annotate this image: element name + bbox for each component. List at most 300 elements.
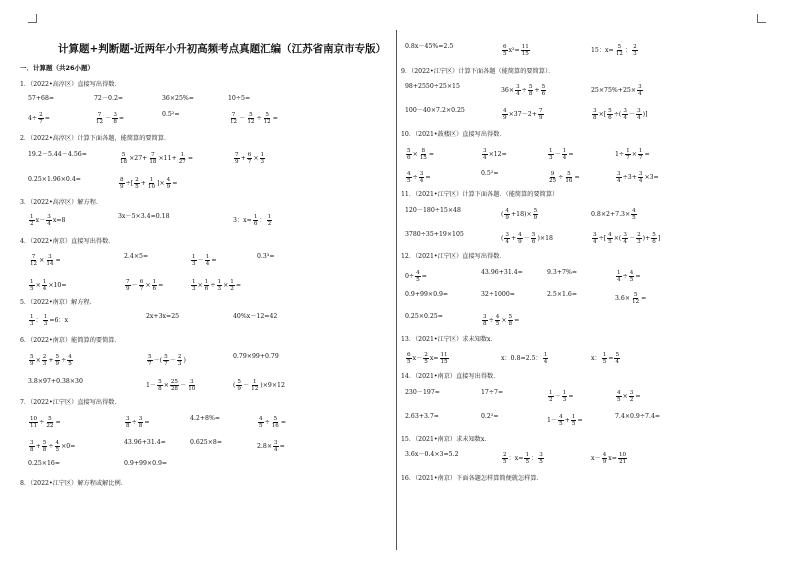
expr-part: =: [568, 151, 574, 159]
denominator: 9: [533, 215, 538, 222]
denominator: 7: [626, 155, 630, 162]
denominator: 3: [217, 286, 222, 293]
denominator: 9: [503, 115, 507, 122]
fraction: [638, 148, 644, 161]
denominator: 8: [483, 321, 487, 328]
fraction: [406, 148, 412, 161]
denominator: 3: [633, 51, 637, 58]
denominator: 4: [516, 91, 520, 98]
expr-part: ×: [501, 317, 507, 325]
denominator: 3: [192, 286, 196, 293]
expr: 98+2550÷25×15: [405, 83, 460, 90]
expr-part: ×: [35, 357, 41, 365]
denominator: 4: [593, 239, 597, 246]
fraction: [521, 44, 530, 57]
fraction: [234, 152, 240, 165]
numerator: 1: [549, 148, 553, 154]
denominator: 12: [263, 119, 271, 126]
denominator: 4: [637, 115, 641, 122]
expr-part: +: [140, 180, 146, 188]
numerator: 5: [541, 84, 546, 90]
numerator: 8: [421, 148, 426, 154]
expr-part: ÷: [131, 419, 137, 427]
denominator: 7: [638, 155, 643, 162]
expr-part: =: [44, 115, 50, 123]
numerator: 4: [559, 414, 563, 420]
denominator: 18: [149, 159, 157, 166]
expr-part: 36×: [501, 87, 515, 95]
expr-part: ×: [253, 155, 259, 163]
question-8-label: 8．（2022•江宁区）解方程或解比例．: [20, 480, 127, 487]
expr-part: =: [279, 443, 285, 451]
expr: [146, 379, 197, 392]
expr: 2.5×1.6=: [547, 291, 578, 298]
fraction: [147, 177, 156, 190]
expr-part: =: [144, 419, 150, 427]
fraction: [651, 232, 657, 245]
expr: 2.4×5=: [124, 253, 149, 260]
numerator: 5: [164, 354, 168, 360]
numerator: 3: [505, 232, 509, 238]
expr: [28, 112, 50, 125]
denominator: 6: [541, 91, 546, 98]
fraction: [263, 112, 272, 125]
fraction: [29, 254, 38, 267]
denominator: 5: [571, 421, 576, 428]
fraction: [607, 232, 613, 245]
fraction: [502, 108, 508, 121]
denominator: 22: [46, 423, 54, 430]
expr-part: =: [641, 295, 647, 303]
denominator: 3: [30, 321, 34, 328]
fraction: [163, 354, 169, 367]
numerator: 7: [231, 112, 236, 118]
expr-part: ÷: [622, 273, 628, 281]
fraction: [139, 279, 145, 292]
expr-part: )+: [642, 235, 651, 243]
fraction: [515, 84, 521, 97]
denominator: 4: [617, 178, 621, 185]
denominator: 2: [629, 397, 634, 404]
denominator: 16: [271, 423, 279, 430]
fraction: [95, 112, 104, 125]
numerator: 3: [48, 254, 52, 260]
expr-part: ÷: [210, 282, 216, 290]
numerator: 5: [531, 232, 536, 238]
expr-part: x²=: [508, 47, 520, 55]
numerator: 3: [483, 148, 487, 154]
expr: [547, 414, 583, 427]
expr-part: ×: [223, 282, 229, 290]
numerator: 3: [623, 232, 627, 238]
expr: [501, 352, 549, 365]
expr-part: －: [180, 382, 187, 390]
fraction: [406, 171, 412, 184]
denominator: 9: [55, 361, 60, 368]
expr-part: ÷: [521, 87, 527, 95]
numerator: 2: [633, 44, 637, 50]
denominator: 3: [192, 261, 196, 268]
fraction: [29, 279, 35, 292]
numerator: 1: [549, 390, 553, 396]
numerator: 2: [39, 112, 43, 118]
expr-part: =: [172, 180, 178, 188]
numerator: 10: [30, 416, 38, 422]
expr: 100－40×7.2×0.25: [405, 107, 465, 114]
numerator: 4: [617, 390, 621, 396]
expr: [405, 270, 427, 283]
numerator: 6: [247, 152, 252, 158]
fraction: [632, 44, 638, 57]
expr: 0.2²=: [481, 413, 499, 420]
expr-part: ×11+: [158, 155, 177, 163]
section-heading: 一．计算题（共26小题）: [20, 64, 95, 72]
fraction: [46, 214, 52, 227]
denominator: 5: [617, 397, 621, 404]
numerator: 3: [516, 84, 520, 90]
expr: 0.5²=: [481, 170, 499, 177]
numerator: 1: [626, 148, 630, 154]
denominator: 3: [562, 397, 567, 404]
fraction: [419, 148, 428, 161]
numerator: 5: [652, 232, 656, 238]
numerator: 1: [252, 379, 257, 385]
expr: $\frac{1}{2}$ x－ $\frac{3}{4}$ x=8: [30, 214, 66, 228]
denominator: 8: [508, 321, 513, 328]
denominator: 25: [549, 178, 557, 185]
denominator: 7: [164, 361, 168, 368]
expr-part: ×: [163, 382, 169, 390]
expr-part: =: [272, 115, 278, 123]
expr-part: 25×75%+25×: [591, 87, 637, 95]
numerator: 3: [623, 108, 627, 114]
numerator: 1: [149, 177, 154, 183]
fraction: [607, 108, 613, 121]
expr: [228, 112, 278, 125]
question-3-label: 3．（2022•高淳区）解方程．: [20, 199, 103, 206]
expr-part: )]: [642, 111, 648, 119]
fraction: [531, 232, 537, 245]
denominator: 18: [120, 159, 128, 166]
denominator: 4: [274, 447, 278, 454]
fraction: [636, 108, 642, 121]
denominator: 8: [113, 119, 117, 126]
denominator: 4: [638, 91, 642, 98]
denominator: 8: [30, 447, 34, 454]
fraction: [524, 452, 530, 465]
fraction: [548, 171, 557, 184]
fraction: [629, 270, 635, 283]
expr-part: ÷: [61, 357, 67, 365]
expr: 3.8×97+0.38×30: [28, 378, 83, 385]
expr: 120－180÷15×48: [405, 207, 461, 214]
numerator: 9: [550, 171, 555, 177]
expr-part: +: [240, 155, 246, 163]
expr-part: ÷: [256, 115, 262, 123]
fraction: [508, 314, 514, 327]
numerator: 2: [424, 352, 428, 358]
numerator: 3: [274, 440, 278, 446]
fraction: [631, 208, 637, 221]
fraction: [250, 379, 259, 392]
numerator: 1: [571, 414, 576, 420]
expr-part: ÷[: [125, 180, 134, 188]
expr: 19.2－5.44－4.56=: [28, 151, 87, 158]
expr: [501, 108, 545, 121]
numerator: 3: [30, 440, 34, 446]
expr: [28, 279, 67, 292]
expr: [591, 44, 639, 57]
fraction: [187, 379, 196, 392]
expr: 43.96+31.4=: [124, 439, 166, 446]
fraction: [622, 232, 628, 245]
denominator: 8: [528, 91, 533, 98]
fraction: [253, 214, 259, 227]
numerator: 5: [55, 354, 60, 360]
expr-part: ×(: [613, 235, 622, 243]
expr-part: +: [35, 443, 41, 451]
numerator: 11: [521, 44, 529, 50]
expr-part: ×: [39, 257, 45, 265]
fraction: [406, 352, 412, 365]
expr: [190, 279, 241, 292]
fraction: [548, 390, 554, 403]
expr-part: －: [239, 115, 246, 123]
numerator: 1: [42, 279, 47, 285]
expr: [615, 148, 650, 161]
expr-part: 3.6×: [615, 295, 631, 303]
fraction: [558, 414, 564, 427]
fraction: [29, 314, 35, 327]
fraction: [615, 44, 624, 57]
fraction: [119, 177, 125, 190]
numerator: 5: [407, 148, 411, 154]
expr-part: =: [425, 174, 431, 182]
fraction: [543, 352, 549, 365]
expr-part: =6：x: [49, 317, 69, 325]
fraction: [45, 416, 54, 429]
fraction: [618, 452, 627, 465]
question-12-label: 12．（2021•江宁区）直接写出得数．: [401, 253, 506, 260]
numerator: 3: [138, 416, 143, 422]
fraction: [502, 44, 508, 57]
right-column: [397, 0, 794, 561]
expr-part: =: [635, 273, 641, 281]
expr-part: =: [421, 273, 427, 281]
expr-part: x=: [608, 455, 617, 463]
denominator: 4: [562, 155, 567, 162]
expr-part: ×: [35, 282, 41, 290]
denominator: 6: [531, 239, 536, 246]
expr: 32÷1000=: [481, 291, 515, 298]
fraction: [637, 84, 643, 97]
numerator: 5: [615, 352, 619, 358]
fraction: [602, 352, 608, 365]
fraction: [636, 232, 642, 245]
expr-part: 1－: [547, 417, 558, 425]
denominator: 8: [126, 423, 130, 430]
numerator: 5: [608, 108, 612, 114]
denominator: 5: [416, 277, 420, 284]
fraction: [191, 254, 197, 267]
numerator: 1: [260, 152, 265, 158]
page-title: 计算题+判断题-近两年小升初高频考点真题汇编（江苏省南京市专版）: [58, 43, 387, 55]
expr-part: ÷3+: [622, 174, 637, 182]
denominator: 4: [205, 261, 210, 268]
expr: [615, 171, 659, 184]
fraction: [504, 232, 510, 245]
denominator: 3: [549, 155, 553, 162]
numerator: 6: [503, 44, 507, 50]
numerator: 4: [416, 270, 420, 276]
denominator: 8: [593, 115, 597, 122]
numerator: 25: [170, 379, 178, 385]
fraction: [502, 452, 508, 465]
fraction: [148, 152, 157, 165]
numerator: 5: [265, 112, 269, 118]
fraction: [592, 232, 598, 245]
numerator: 1: [30, 279, 34, 285]
denominator: 7: [139, 286, 144, 293]
denominator: 11: [30, 423, 38, 430]
numerator: 7: [235, 152, 239, 158]
numerator: 7: [538, 108, 543, 114]
expr-part: ÷: [488, 317, 494, 325]
expr: 230－197=: [405, 389, 440, 396]
fraction: [38, 112, 44, 125]
fraction: [247, 152, 253, 165]
expr-part: －: [554, 393, 561, 401]
question-7-label: 7．（2022•江宁区）直接写出得数．: [20, 399, 121, 406]
fraction: [147, 354, 153, 367]
fraction: [204, 279, 210, 292]
expr-part: ×12=: [488, 151, 507, 159]
question-5-label: 5．（2022•南京）解方程．: [20, 299, 96, 306]
expr-part: －: [554, 151, 561, 159]
expr: [547, 390, 574, 403]
denominator: 27: [178, 159, 186, 166]
denominator: 7: [39, 119, 43, 126]
numerator: 5: [508, 314, 513, 320]
denominator: 9: [538, 115, 543, 122]
fraction: [55, 440, 61, 453]
expr-part: =: [118, 115, 125, 123]
expr: [28, 354, 74, 367]
expr: [591, 232, 660, 245]
expr-part: ×: [145, 282, 151, 290]
numerator: 3: [593, 108, 597, 114]
expr: [28, 416, 61, 429]
expr: 17÷7=: [481, 389, 504, 396]
denominator: 2: [30, 221, 34, 228]
numerator: 3: [419, 171, 424, 177]
expr-part: ×: [631, 151, 637, 159]
fraction: [45, 254, 54, 267]
expr: [190, 254, 217, 267]
expr-part: －: [628, 111, 636, 119]
expr: [257, 440, 285, 453]
denominator: 4: [505, 239, 509, 246]
denominator: 5: [68, 361, 72, 368]
expr-part: x=: [429, 355, 439, 363]
fraction: [112, 112, 118, 125]
numerator: 5: [533, 208, 538, 214]
fraction: [29, 354, 35, 367]
numerator: 11: [440, 352, 448, 358]
fraction: [571, 414, 577, 427]
numerator: 5: [237, 379, 241, 385]
fraction: [246, 112, 255, 125]
denominator: 9: [518, 239, 522, 246]
numerator: 1: [638, 148, 643, 154]
expr-part: ÷[: [598, 235, 607, 243]
numerator: 2: [177, 354, 182, 360]
expr-part: ]: [657, 235, 661, 243]
expr: 3.6x－0.4×3=5.2: [405, 451, 459, 458]
fraction: [229, 279, 235, 292]
numerator: 10: [618, 452, 627, 458]
denominator: 15: [521, 51, 529, 58]
numerator: 4: [629, 270, 634, 276]
expr-part: －(: [153, 357, 163, 365]
fraction: [157, 379, 163, 392]
denominator: 9: [30, 361, 34, 368]
expr: [118, 152, 193, 165]
expr: [405, 171, 431, 184]
numerator: 1: [204, 279, 209, 285]
expr-part: x=8: [52, 217, 66, 225]
fraction: [528, 84, 534, 97]
denominator: 5: [503, 51, 507, 58]
expr: 36×25%=: [162, 95, 194, 102]
fraction: [440, 352, 449, 365]
numerator: 1: [152, 279, 157, 285]
expr-part: x－: [591, 455, 601, 463]
expr: 72－0.2=: [94, 95, 124, 102]
numerator: 5: [148, 354, 152, 360]
expr-part: x：: [591, 355, 601, 363]
numerator: 7: [31, 254, 36, 260]
denominator: 5: [424, 359, 428, 366]
fraction: [602, 452, 608, 465]
expr-part: 1÷: [615, 151, 625, 159]
numerator: 6: [139, 279, 144, 285]
expr-part: +18)×: [510, 211, 532, 219]
numerator: 4: [505, 208, 509, 214]
fraction: [43, 314, 49, 327]
fraction: [55, 354, 61, 367]
denominator: 5: [495, 321, 500, 328]
numerator: 5: [273, 416, 278, 422]
expr-part: －: [523, 235, 530, 243]
fraction: [562, 390, 568, 403]
numerator: 1: [525, 452, 529, 458]
expr-part: =: [428, 151, 435, 159]
question-16-label: 16．（2021•南京）下面各题怎样算简便就怎样算．: [401, 475, 543, 482]
fraction: [616, 390, 622, 403]
expr: [591, 84, 644, 97]
denominator: 10: [147, 184, 156, 191]
expr-part: )×18: [537, 235, 553, 243]
denominator: 2: [230, 286, 234, 293]
numerator: 3: [638, 84, 642, 90]
fraction: [616, 270, 622, 283]
numerator: 1: [192, 254, 196, 260]
numerator: 3: [629, 390, 634, 396]
fraction: [42, 440, 48, 453]
numerator: 4: [518, 232, 522, 238]
numerator: 5: [567, 171, 571, 177]
